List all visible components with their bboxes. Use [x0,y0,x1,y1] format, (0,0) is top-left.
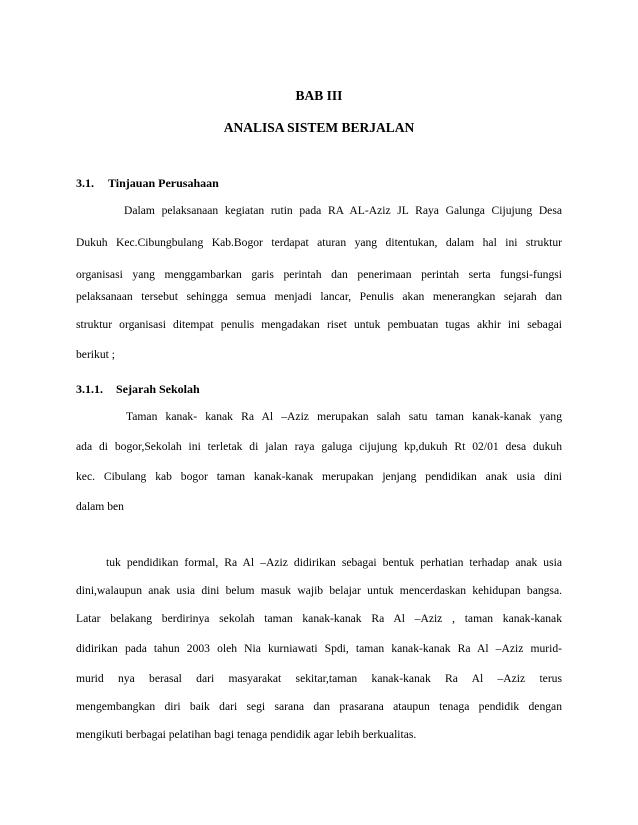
paragraph-line: murid nya berasal dari masyarakat sekitar,taman kanak-kanak Ra Al –Aziz terus [76,672,562,685]
paragraph-line: dalam ben [76,500,124,513]
paragraph-line: berikut ; [76,348,115,361]
paragraph-line: pelaksanaan tersebut sehingga semua menjadi lancar, Penulis akan menerangkan sejarah dan [76,290,562,303]
paragraph-line: ada di bogor,Sekolah ini terletak di jalan raya galuga cijujung kp,dukuh Rt 02/01 desa dukuh [76,440,562,453]
paragraph-line: didirikan pada tahun 2003 oleh Nia kurniawati Spdi, taman kanak-kanak Ra Al –Aziz murid- [76,642,562,655]
chapter-heading: BAB III [295,88,343,103]
subsection-number: 3.1.1. [76,382,103,396]
paragraph-line: Taman kanak- kanak Ra Al –Aziz merupakan salah satu taman kanak-kanak yang [126,410,562,423]
paragraph-line: organisasi yang menggambarkan garis perintah dan penerimaan perintah serta fungsi-fungsi [76,268,562,281]
paragraph-line: Dukuh Kec.Cibungbulang Kab.Bogor terdapat aturan yang ditentukan, dalam hal ini struktur [76,236,562,249]
paragraph-line: dini,walaupun anak usia dini belum masuk wajib belajar untuk mencerdaskan kehidupan bangsa. [76,584,562,597]
section-title: Tinjauan Perusahaan [108,176,219,190]
paragraph-line: kec. Cibulang kab bogor taman kanak-kanak merupakan jenjang pendidikan anak usia dini [76,470,562,483]
subsection-title: Sejarah Sekolah [116,382,200,396]
paragraph-line: struktur organisasi ditempat penulis mengadakan riset untuk pembuatan tugas akhir ini sebagai [76,318,562,331]
paragraph-line: Dalam pelaksanaan kegiatan rutin pada RA AL-Aziz JL Raya Galunga Cijujung Desa [124,204,562,217]
paragraph-line: Latar belakang berdirinya sekolah taman kanak-kanak Ra Al –Aziz , taman kanak-kanak [76,612,562,625]
paragraph-line: tuk pendidikan formal, Ra Al –Aziz didirikan sebagai bentuk perhatian terhadap anak usia [106,556,562,569]
section-number: 3.1. [76,176,94,190]
paragraph-line: mengikuti berbagai pelatihan bagi tenaga pendidik agar lebih berkualitas. [76,728,417,741]
chapter-title: ANALISA SISTEM BERJALAN [223,120,415,135]
paragraph-line: mengembangkan diri baik dari segi sarana dan prasarana ataupun tenaga pendidik dengan [76,700,562,713]
